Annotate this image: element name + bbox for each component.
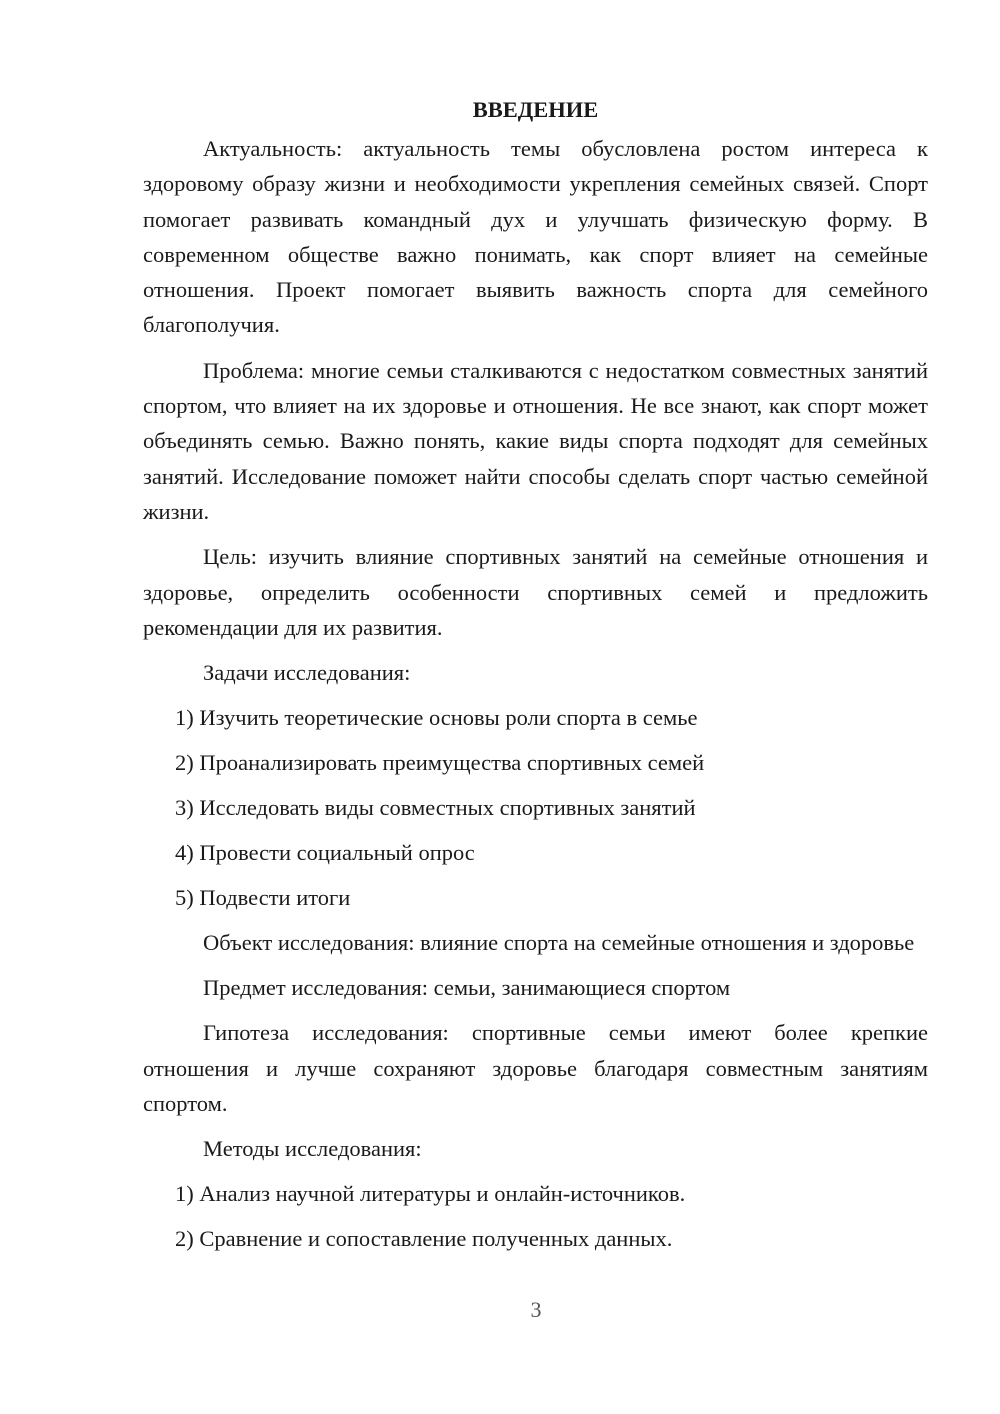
page-number: 3 — [530, 1297, 542, 1322]
methods-title: Методы исследования: — [203, 1136, 422, 1162]
problem-paragraph: Проблема: многие семьи сталкиваются с недостатком совместных занятий спортом, что влияет на их здоровье и отношения. Не все знают, как спорт может объединять семью. Важно понять, какие виды спорта подходят для семейных занятий. Исследование поможет найти способы сделать спорт частью семейной жизни. — [143, 357, 928, 524]
page-content — [143, 92, 928, 1266]
goal-paragraph: Цель: изучить влияние спортивных занятий на семейные отношения и здоровье, определить особенности спортивных семей и предложить рекомендации для их развития. — [143, 544, 928, 640]
tasks-title: Задачи исследования: — [203, 660, 411, 686]
hypothesis-paragraph: Гипотеза исследования: спортивные семьи имеют более крепкие отношения и лучше сохраняют здоровье благодаря совместным занятиям спортом. — [143, 1020, 928, 1117]
list-item: 1) Анализ научной литературы и онлайн-источников. — [175, 1181, 686, 1207]
list-item: 5) Подвести итоги — [175, 885, 351, 911]
list-item: 4) Провести социальный опрос — [175, 840, 475, 866]
list-item: 1) Изучить теоретические основы роли спорта в семье — [175, 705, 698, 731]
list-item: 3) Исследовать виды совместных спортивных занятий — [175, 795, 696, 821]
section-heading: ВВЕДЕНИЕ — [472, 97, 599, 122]
object-paragraph: Объект исследования: влияние спорта на семейные отношения и здоровье — [203, 930, 915, 956]
methods-list — [143, 1176, 928, 1256]
list-item: 2) Проанализировать преимущества спортивных семей — [175, 750, 705, 776]
relevance-paragraph: Актуальность: актуальность темы обусловлена ростом интереса к здоровому образу жизни и необходимости укрепления семейных связей. Спорт помогает развивать командный дух и улучшать физическую форму. В современном обществе важно понимать, как спорт влияет на семейные отношения. Проект помогает выявить важность спорта для семейного благополучия. — [143, 136, 928, 338]
tasks-list — [143, 700, 928, 915]
subject-paragraph: Предмет исследования: семьи, занимающиеся спортом — [203, 975, 731, 1001]
list-item: 2) Сравнение и сопоставление полученных данных. — [175, 1226, 673, 1252]
